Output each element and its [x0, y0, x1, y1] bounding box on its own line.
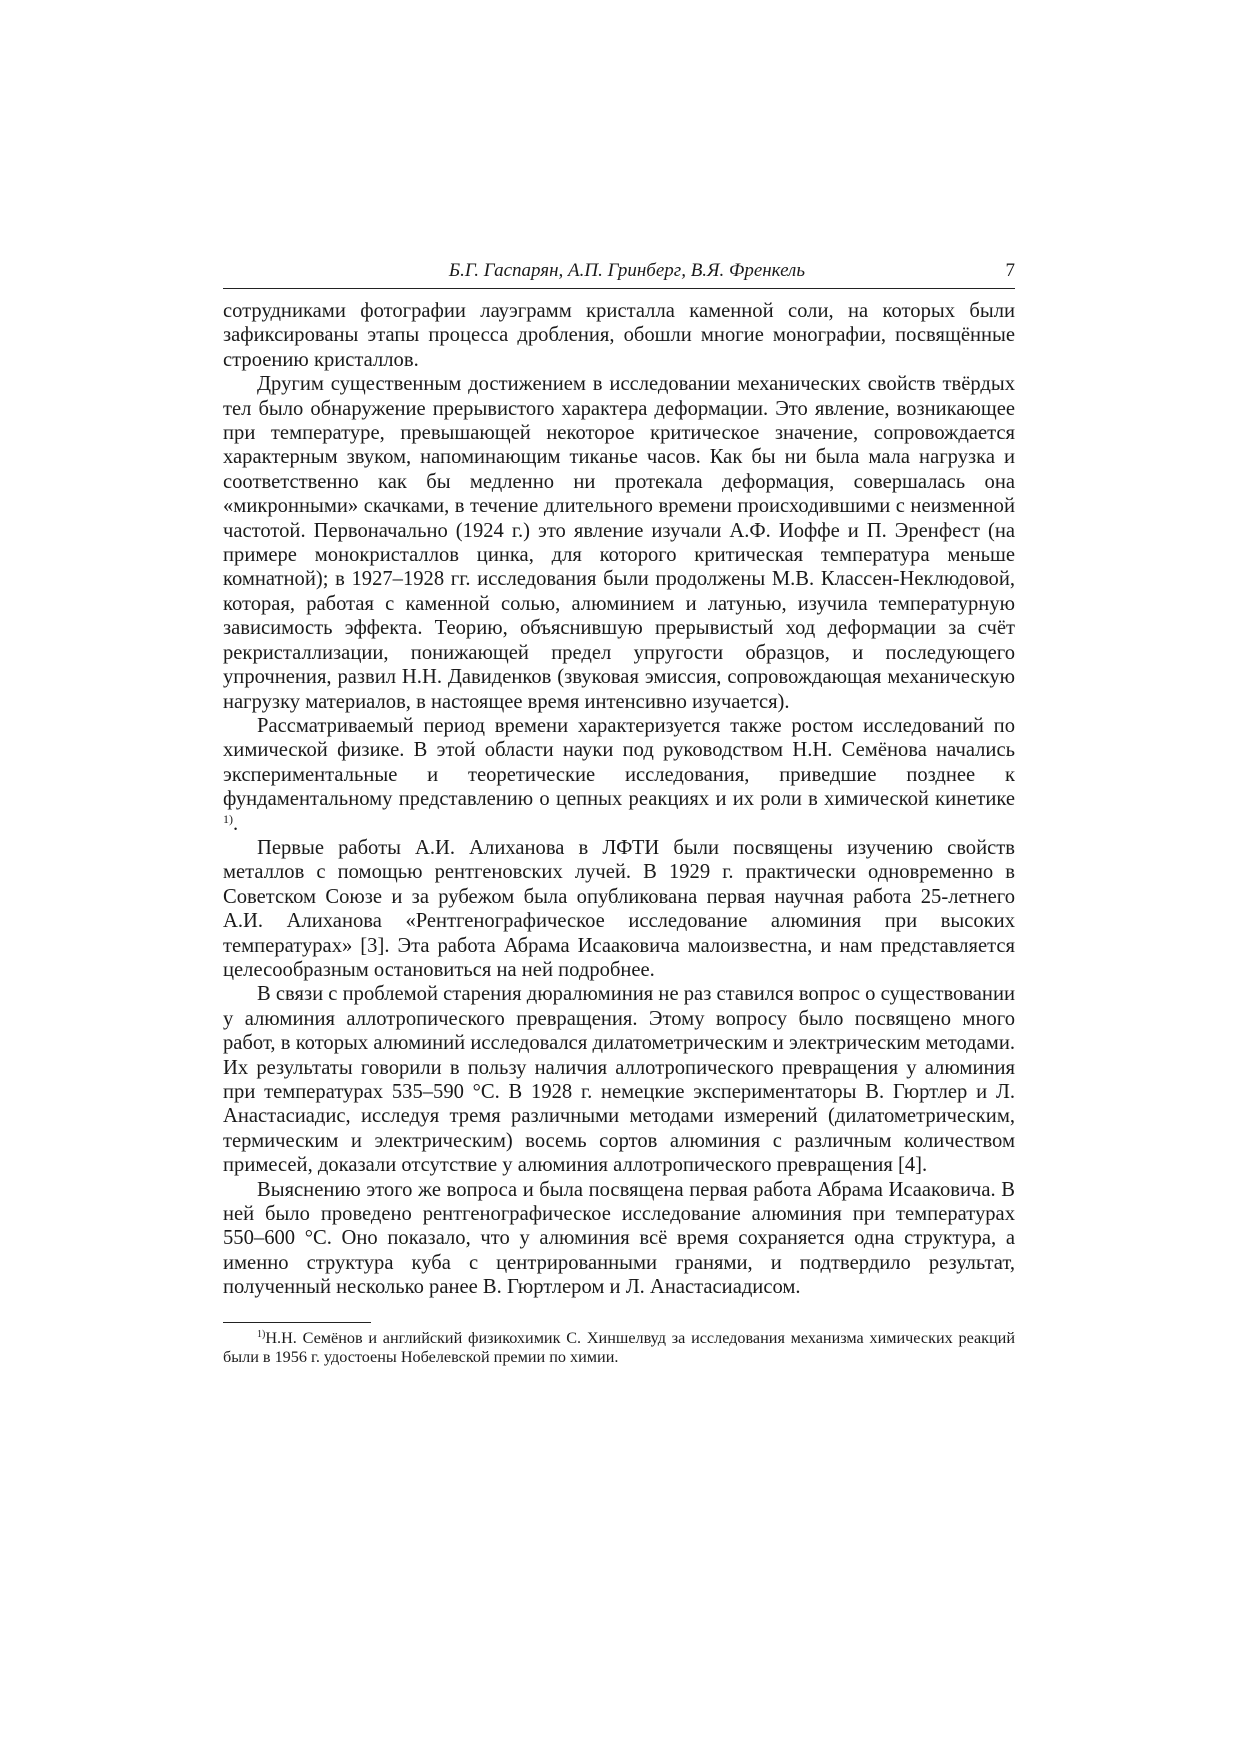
footnote-ref[interactable]: 1): [223, 811, 233, 826]
footnote-marker: 1): [257, 1328, 266, 1340]
page-number: 7: [1005, 260, 1015, 281]
paragraph: сотрудниками фотографии лауэграмм кристалла каменной соли, на которых были зафиксированы этапы процесса дробления, обошли многие монографии, посвящённые строению кристаллов.: [223, 300, 1015, 371]
paragraph: Первые работы А.И. Алиханова в ЛФТИ были посвящены изучению свойств металлов с помощью рентгеновских лучей. В 1929 г. практически одновременно в Советском Союзе и за рубежом была опубликована первая научная работа 25-летнего А.И. Алиханова «Рентгенографическое исследование алюминия при высоких температурах» [3]. Эта работа Абрама Исааковича малоизвестна, и нам представляется целесообразным остановиться на ней подробнее.: [223, 836, 1015, 981]
footnote-ref-tail: .: [233, 812, 239, 835]
footnote: [223, 1329, 1015, 1368]
paragraph: В связи с проблемой старения дюралюминия не раз ставился вопрос о существовании у алюминия аллотропического превращения. Этому вопросу было посвящено много работ, в которых алюминий исследовался дилатометрическим и электрическим методами. Их результаты говорили в пользу наличия аллотропического превращения у алюминия при температурах 535–590 °С. В 1928 г. немецкие экспериментаторы В. Гюртлер и Л. Анастасиадис, исследуя тремя различными методами измерений (дилатометрическим, термическим и электрическим) восемь сортов алюминия с различным количеством примесей, доказали отсутствие у алюминия аллотропического превращения [4].: [223, 983, 1015, 1177]
page: [223, 258, 1015, 1368]
body-text: [223, 299, 1015, 1300]
footnote-rule: [223, 1322, 371, 1323]
running-head-authors: Б.Г. Гаспарян, А.П. Гринберг, В.Я. Френкель: [448, 260, 805, 281]
paragraph: [223, 714, 1015, 836]
paragraph-text: Рассматриваемый период времени характеризуется также ростом исследований по химической физике. В этой области науки под руководством Н.Н. Семёнова начались экспериментальные и теоретические исследования, приведшие позднее к фундаментальному представлению о цепных реакциях и их роли в химической кинетике: [223, 714, 1015, 811]
running-head: [223, 258, 1015, 289]
paragraph: Выяснению этого же вопроса и была посвящена первая работа Абрама Исааковича. В ней было проведено рентгенографическое исследование алюминия при температурах 550–600 °С. Оно показало, что у алюминия всё время сохраняется одна структура, а именно структура куба с центрированными гранями, и подтвердило результат, полученный несколько ранее В. Гюртлером и Л. Анастасиадисом.: [223, 1178, 1015, 1299]
paragraph: Другим существенным достижением в исследовании механических свойств твёрдых тел было обнаружение прерывистого характера деформации. Это явление, возникающее при температуре, превышающей некоторое критическое значение, сопровождается характерным звуком, напоминающим тиканье часов. Как бы ни была мала нагрузка и соответственно как бы медленно ни протекала деформация, совершалась она «микронными» скачками, в течение длительного времени происходившими с неизменной частотой. Первоначально (1924 г.) это явление изучали А.Ф. Иоффе и П. Эренфест (на примере монокристаллов цинка, для которого критическая температура меньше комнатной); в 1927–1928 гг. исследования были продолжены М.В. Классен-Неклюдовой, которая, работая с каменной солью, алюминием и латунью, изучила температурную зависимость эффекта. Теорию, объяснившую прерывистый ход деформации за счёт рекристаллизации, понижающей предел упругости образцов, и последующего упрочнения, развил Н.Н. Давиденков (звуковая эмиссия, сопровождающая механическую нагрузку материалов, в настоящее время интенсивно изучается).: [223, 373, 1015, 713]
footnote-text: Н.Н. Семёнов и английский физикохимик С. Хиншелвуд за исследования механизма химических реакций были в 1956 г. удостоены Нобелевской премии по химии.: [223, 1328, 1015, 1367]
